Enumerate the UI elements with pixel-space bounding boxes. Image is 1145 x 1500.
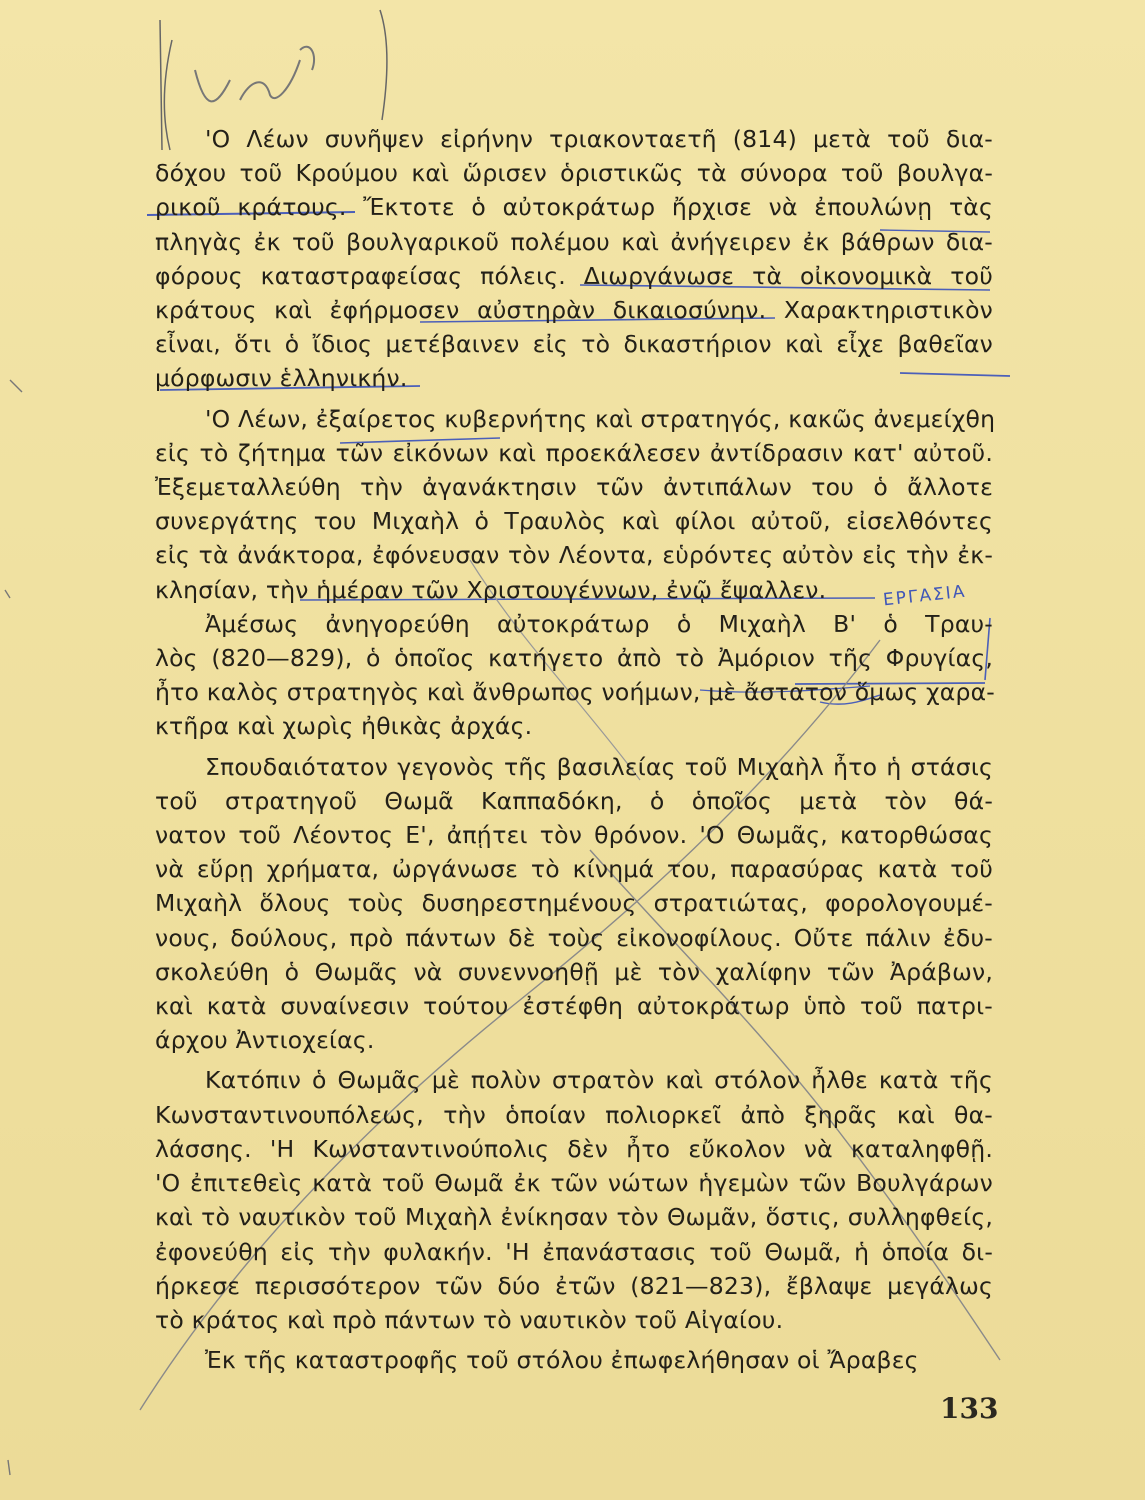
text-line: κλησίαν, τὴν ἡμέραν τῶν Χριστουγέννων, ἐνῷ ἔψαλλεν. [155,575,827,604]
text-line: Κατόπιν ὁ Θωμᾶς μὲ πολὺν στρατὸν καὶ στόλον ἦλθε κατὰ τῆς [205,1066,993,1095]
text-line: Ἀμέσως ἀνηγορεύθη αὐτοκράτωρ ὁ Μιχαὴλ Β' ὁ Τραυ- [205,609,993,638]
text-line: 'Ο ἐπιτεθεὶς κατὰ τοῦ Θωμᾶ ἐκ τῶν νώτων ἡγεμὼν τῶν Βουλγάρων [155,1169,993,1198]
text-line: μόρφωσιν ἑλληνικήν. [155,364,408,393]
text-line: τοῦ στρατηγοῦ Θωμᾶ Καππαδόκη, ὁ ὁποῖος μετὰ τὸν θά- [155,786,993,815]
text-line: νατον τοῦ Λέοντος Ε', ἀπῄτει τὸν θρόνον. 'Ο Θωμᾶς, κατορθώσας [155,821,993,850]
text-line: ἐφονεύθη εἰς τὴν φυλακήν. 'Η ἐπανάστασις τοῦ Θωμᾶ, ἡ ὁποία δι- [155,1237,993,1266]
text-line: Κωνσταντινουπόλεως, τὴν ὁποίαν πολιορκεῖ ἀπὸ ξηρᾶς καὶ θα- [155,1100,993,1129]
body-text [155,122,996,1377]
text-line: κτῆρα καὶ χωρὶς ἠθικὰς ἀρχάς. [155,712,533,741]
text-line: ρικοῦ κράτους. Ἔκτοτε ὁ αὐτοκράτωρ ἤρχισε νὰ ἐπουλώνῃ τὰς [155,193,993,222]
text-line: Ἐξεμεταλλεύθη τὴν ἀγανάκτησιν τῶν ἀντιπάλων του ὁ ἄλλοτε [155,473,993,502]
paragraph [155,750,993,1058]
text-line: Σπουδαιότατον γεγονὸς τῆς βασιλείας τοῦ Μιχαὴλ ἦτο ἡ στάσις [205,752,993,781]
text-line: φόρους καταστραφείσας πόλεις. Διωργάνωσε τὰ οἰκονομικὰ τοῦ [155,261,993,290]
text-line: νους, δούλους, πρὸ πάντων δὲ τοὺς εἰκονοφίλους. Οὔτε πάλιν ἐδυ- [155,923,993,952]
text-line: πληγὰς ἐκ τοῦ βουλγαρικοῦ πολέμου καὶ ἀνήγειρεν ἐκ βάθρων δια- [155,227,993,256]
text-line: εἰς τὰ ἀνάκτορα, ἐφόνευσαν τὸν Λέοντα, εὑρόντες αὐτὸν εἰς τὴν ἐκ- [155,541,993,570]
text-line: εἰς τὸ ζήτημα τῶν εἰκόνων καὶ προεκάλεσεν ἀντίδρασιν κατ' αὐτοῦ. [155,438,993,467]
page-number: 133 [940,1392,999,1425]
text-line: νὰ εὕρῃ χρήματα, ὠργάνωσε τὸ κίνημά του, παρασύρας κατὰ τοῦ [155,855,993,884]
text-line: καὶ κατὰ συναίνεσιν τούτου ἐστέφθη αὐτοκράτωρ ὑπὸ τοῦ πατρι- [155,992,993,1021]
text-line: Μιχαὴλ ὅλους τοὺς δυσηρεστημένους στρατιώτας, φορολογουμέ- [155,889,993,918]
paragraph [155,402,996,607]
text-line: ἦτο καλὸς στρατηγὸς καὶ ἄνθρωπος νοήμων, μὲ ἄστατον ὅμως χαρα- [155,678,995,707]
text-line: τὸ κράτος καὶ πρὸ πάντων τὸ ναυτικὸν τοῦ Αἰγαίου. [155,1305,784,1334]
text-line: λάσσης. 'Η Κωνσταντινούπολις δὲν ἦτο εὔκολον νὰ καταληφθῇ. [155,1134,993,1163]
text-line: λὸς (820—829), ὁ ὁποῖος κατήγετο ἀπὸ τὸ Ἀμόριον τῆς Φρυγίας, [155,644,993,673]
text-line: 'Ο Λέων συνῆψεν εἰρήνην τριακονταετῆ (814) μετὰ τοῦ δια- [205,125,993,153]
text-line: Ἐκ τῆς καταστροφῆς τοῦ στόλου ἐπωφελήθησαν οἱ Ἄραβες [205,1346,919,1375]
text-line: συνεργάτης του Μιχαὴλ ὁ Τραυλὸς καὶ φίλοι αὐτοῦ, εἰσελθόντες [155,507,993,536]
text-line: εἶναι, ὅτι ὁ ἴδιος μετέβαινεν εἰς τὸ δικαστήριον καὶ εἶχε βαθεῖαν [155,330,993,359]
text-line: άρχου Ἀντιοχείας. [155,1026,375,1055]
text-line: δόχου τοῦ Κρούμου καὶ ὥρισεν ὁριστικῶς τὰ σύνορα τοῦ βουλγα- [155,159,993,188]
text-line: σκολεύθη ὁ Θωμᾶς νὰ συνεννοηθῇ μὲ τὸν χαλίφην τῶν Ἀράβων, [155,957,993,986]
paragraph [155,1343,993,1377]
paragraph [155,122,993,396]
text-line: κράτους καὶ ἐφήρμοσεν αὐστηρὰν δικαιοσύνην. Χαρακτηριστικὸν [155,296,993,325]
paragraph [155,1063,993,1337]
handwritten-annotation: ΕΡΓΑΣΙΑ [882,581,968,611]
text-line: ήρκεσε περισσότερον τῶν δύο ἐτῶν (821—823), ἔβλαψε μεγάλως [155,1271,993,1300]
text-line: 'Ο Λέων, ἐξαίρετος κυβερνήτης καὶ στρατηγός, κακῶς ἀνεμείχθη [205,404,996,433]
text-line: καὶ τὸ ναυτικὸν τοῦ Μιχαὴλ ἐνίκησαν τὸν Θωμᾶν, ὅστις, συλληφθείς, [155,1203,993,1232]
paragraph [155,607,993,744]
